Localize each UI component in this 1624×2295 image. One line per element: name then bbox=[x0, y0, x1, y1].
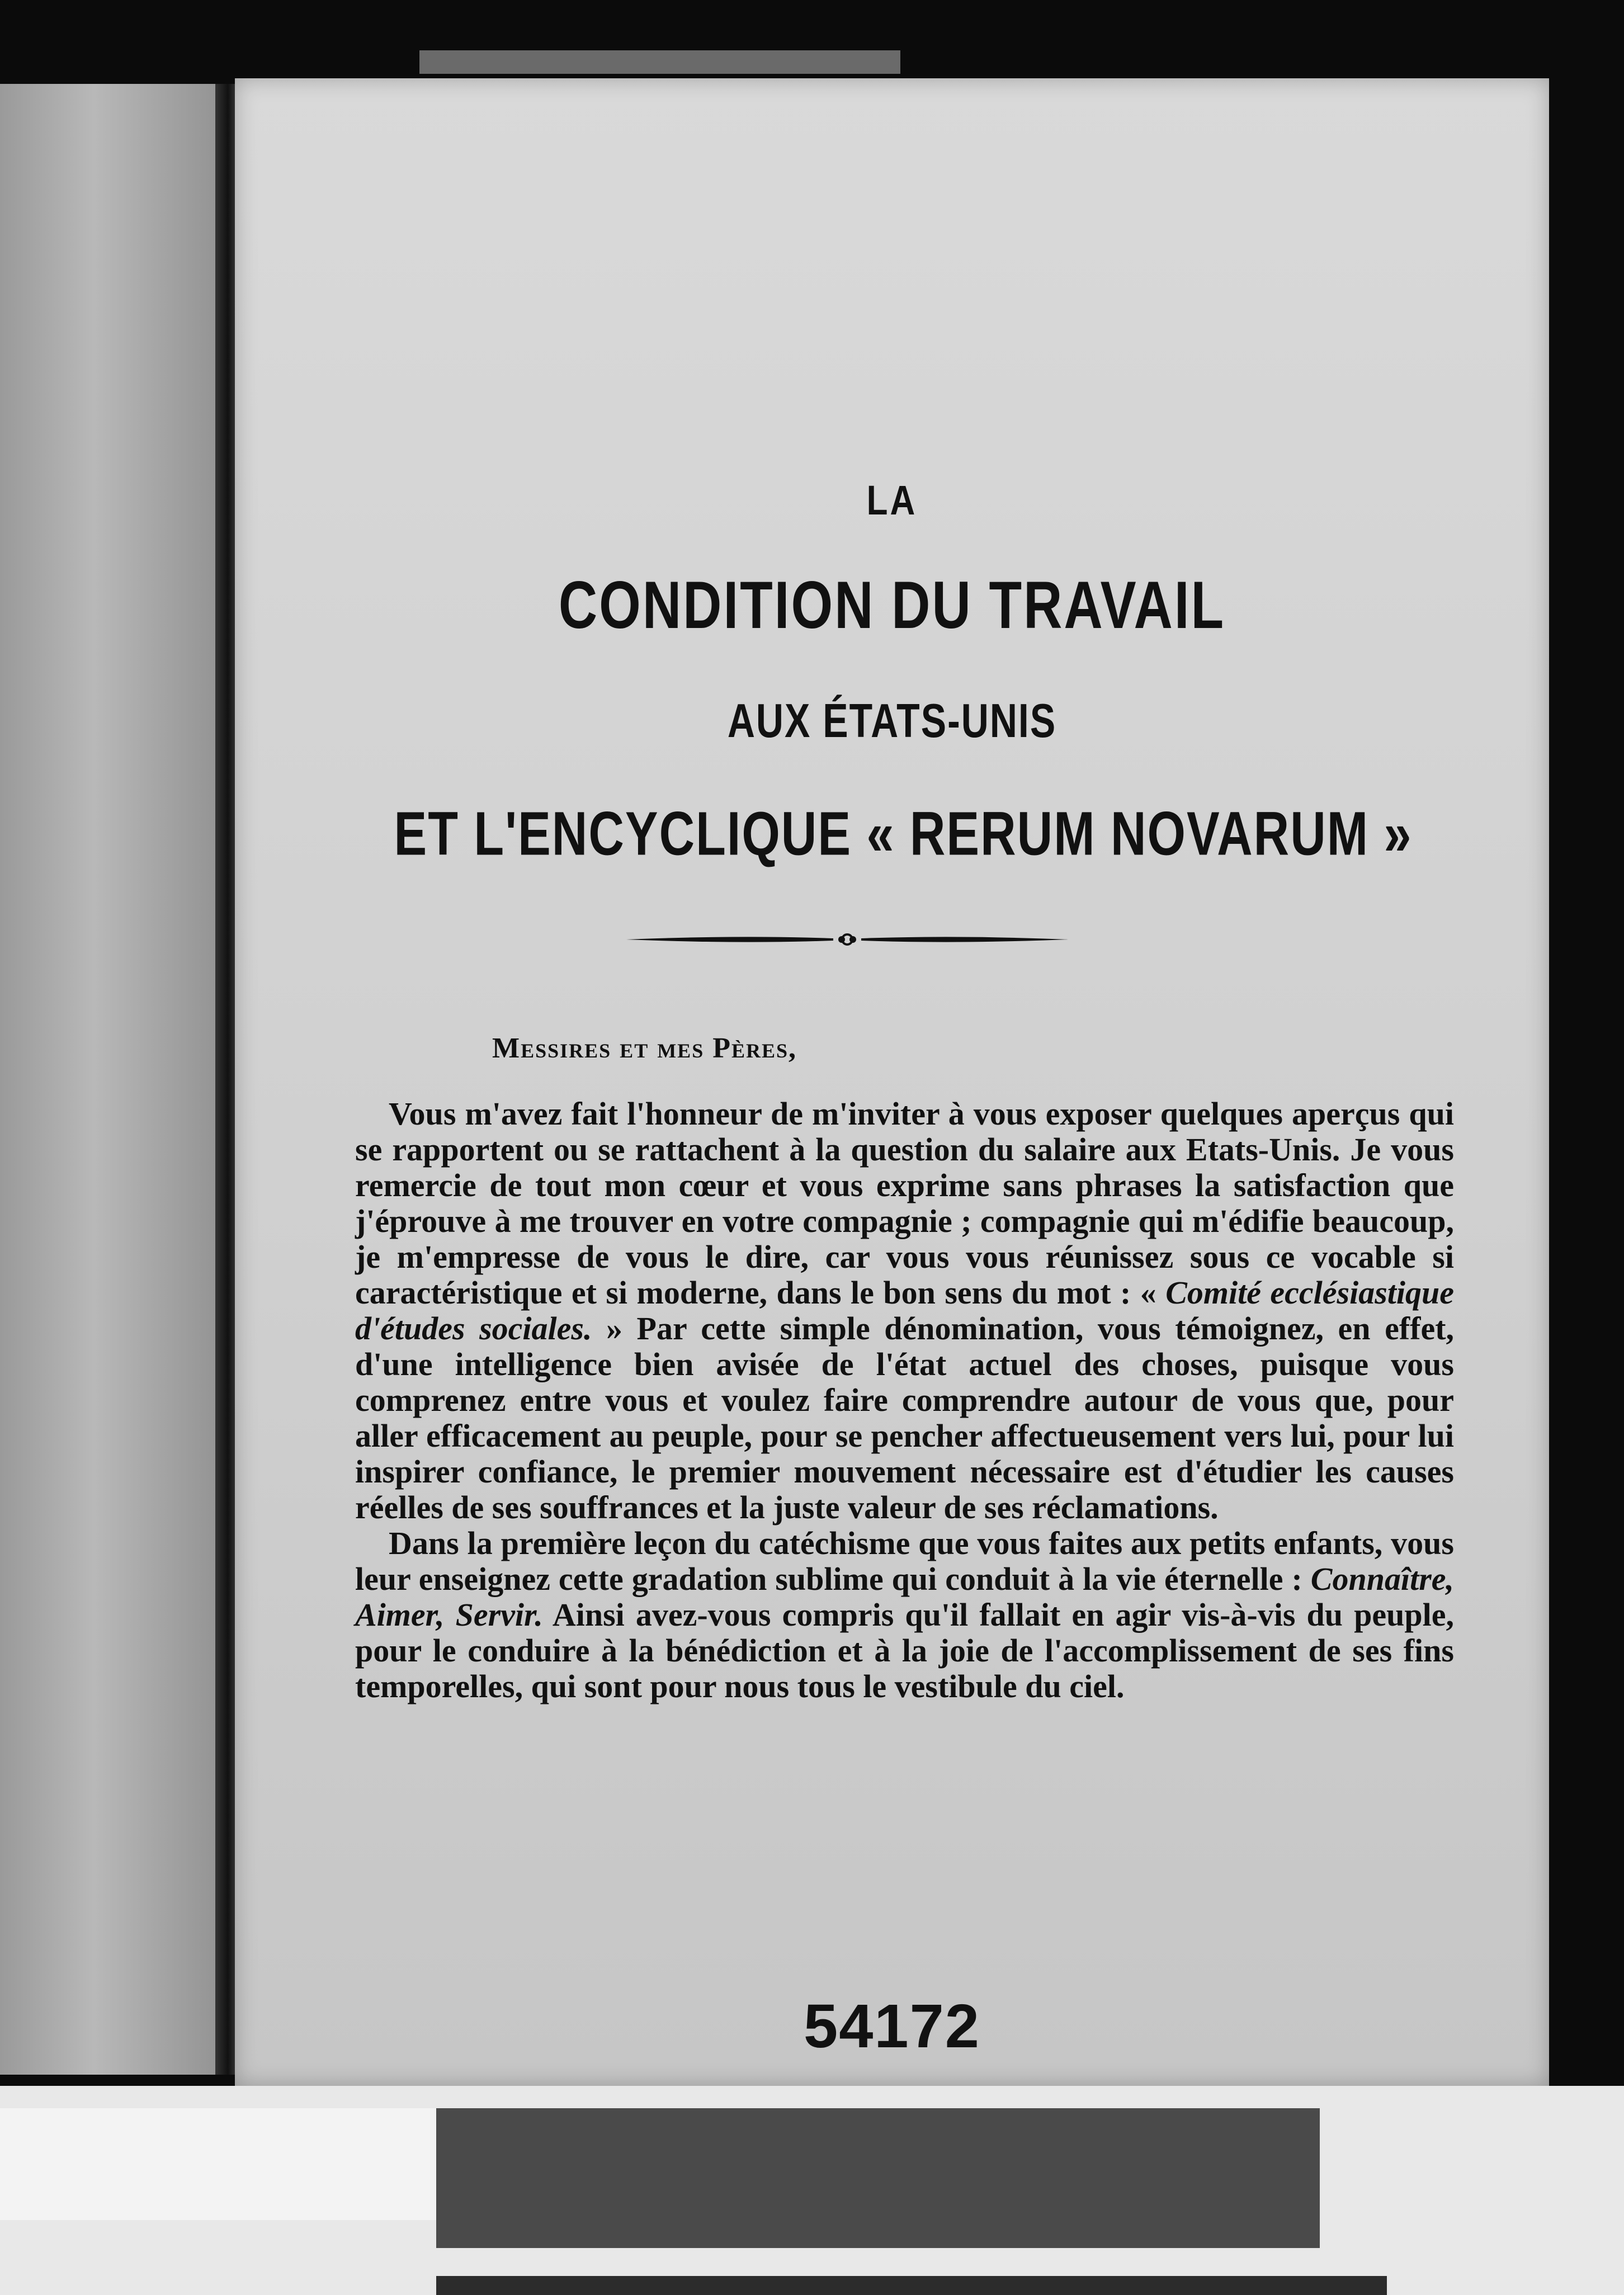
document-page bbox=[235, 78, 1549, 2086]
title-condition-du-travail: CONDITION DU TRAVAIL bbox=[558, 568, 1226, 643]
scan-bottom-line bbox=[436, 2276, 1387, 2295]
paragraph-2-text: Dans la première leçon du catéchisme que vous faites aux petits enfants, vous leur enseignez cette gradation sublime qui conduit à la vie éternelle : bbox=[355, 1525, 1454, 1597]
scan-right-edge bbox=[1555, 78, 1624, 2091]
title-encyclique: ET L'ENCYCLIQUE « RERUM NOVARUM » bbox=[394, 799, 1413, 868]
paragraph-1-italic: Comité ecclésiastique d'études sociales. bbox=[355, 1274, 1454, 1347]
paragraph-1-text: Vous m'avez fait l'honneur de m'inviter à vous exposer quelques aperçus qui se rapportent ou se rattachent à la question du salaire aux Etats-Unis. Je vous remercie de tout mon cœur et vous exprime sans phrases la satisfaction que j'éprouve à me trouver en votre compagnie ; compagnie qui m'édifie beaucoup, je m'empresse de vous le dire, car vous vous réunissez sous ce vocable si caractéristique et si moderne, dans le bon sens du mot : « bbox=[355, 1095, 1454, 1311]
scan-bottom-dark bbox=[436, 2108, 1320, 2248]
paragraph-2-italic: Connaître, Aimer, Servir. bbox=[355, 1561, 1455, 1633]
title-aux-etats-unis: AUX ÉTATS-UNIS bbox=[727, 694, 1057, 748]
scan-top-strip bbox=[419, 50, 900, 74]
ornament-divider bbox=[626, 923, 1068, 956]
salutation: Messires et mes Pères, bbox=[492, 1032, 797, 1064]
catalog-number: 54172 bbox=[804, 1992, 980, 2061]
paragraph-1 bbox=[355, 1096, 1454, 1526]
scan-bottom-light bbox=[0, 2108, 436, 2220]
facing-page bbox=[0, 84, 235, 2075]
paragraph-2-text-continued: Ainsi avez-vous compris qu'il fallait en agir vis-à-vis du peuple, pour le conduire à la bénédiction et à la joie de l'accomplissement de ses fins temporelles, qui sont pour nous tous le vestibule du ciel. bbox=[355, 1597, 1454, 1704]
title-la: LA bbox=[866, 478, 918, 524]
paragraph-1-text-continued: » Par cette simple dénomination, vous témoignez, en effet, d'une intelligence bien avisée de l'état actuel des choses, puisque vous comprenez entre vous et voulez faire comprendre autour de vous que, pour aller efficacement au peuple, pour se pencher affectueusement vers lui, pour lui inspirer confiance, le premier mouvement nécessaire est d'étudier les causes réelles de ses souffrances et la juste valeur de ses réclamations. bbox=[355, 1310, 1455, 1526]
body-text bbox=[355, 1096, 1454, 1704]
paragraph-2 bbox=[355, 1526, 1454, 1704]
